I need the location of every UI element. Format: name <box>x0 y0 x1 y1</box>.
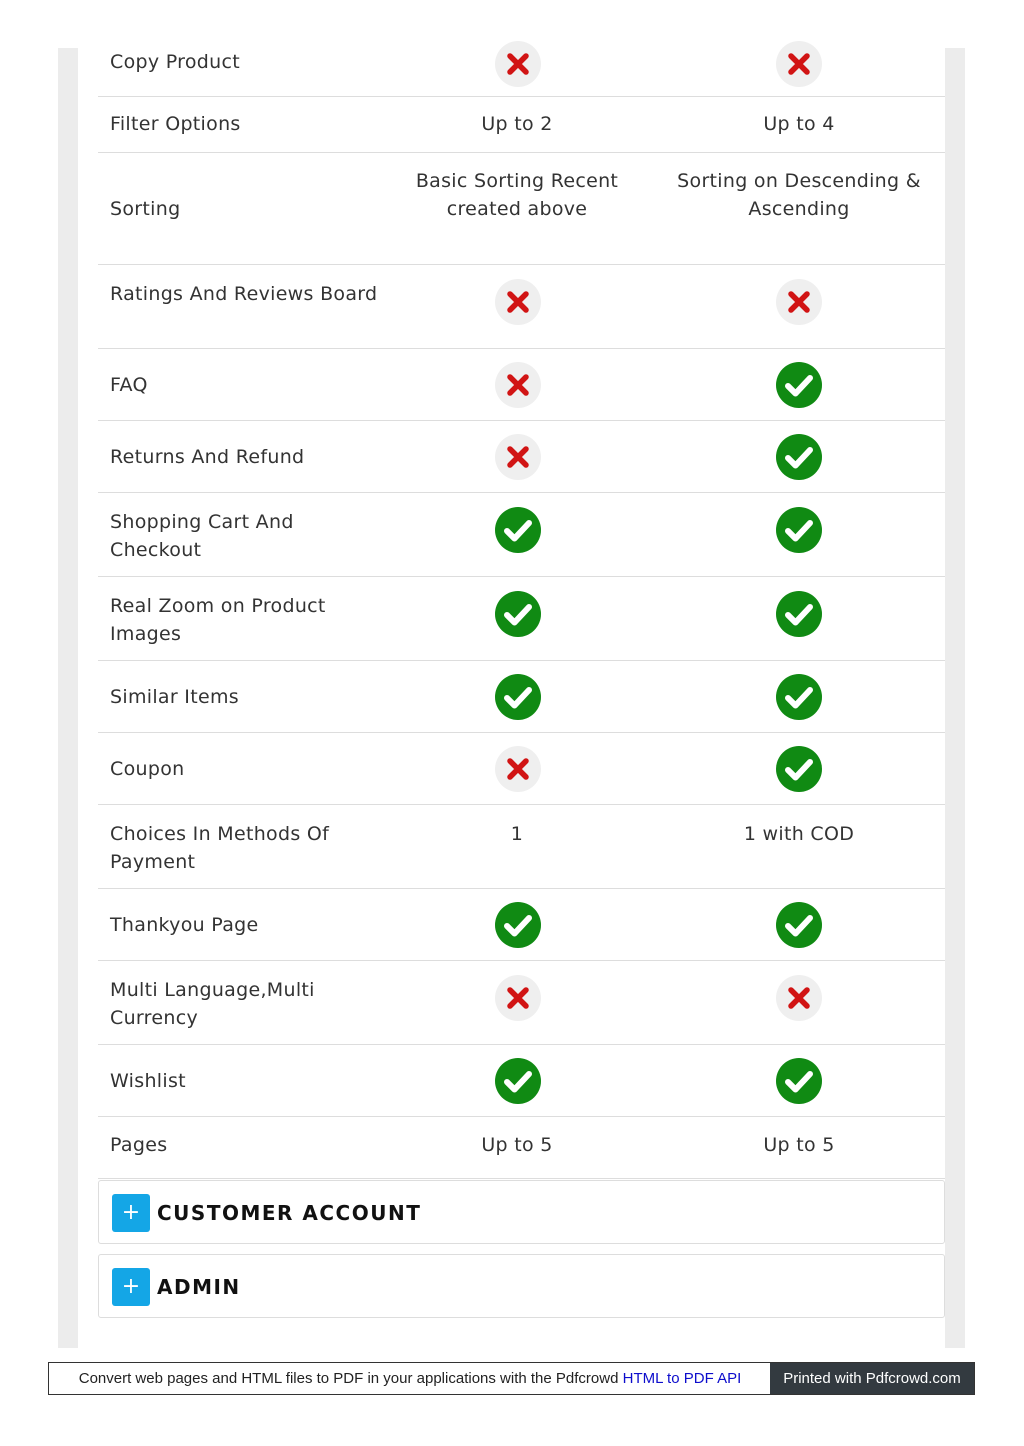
cross-icon <box>776 279 822 325</box>
cross-icon <box>776 41 822 87</box>
cross-icon <box>495 279 541 325</box>
plan-advanced-value: Up to 5 <box>763 1134 835 1156</box>
check-icon <box>776 902 822 948</box>
table-row <box>98 97 945 153</box>
table-row <box>98 805 945 889</box>
expand-plus-icon[interactable]: + <box>112 1194 150 1232</box>
check-icon <box>495 591 541 637</box>
feature-label: Thankyou Page <box>110 914 259 936</box>
feature-label: FAQ <box>110 374 148 396</box>
feature-label: Pages <box>110 1134 168 1156</box>
feature-label: Choices In Methods Of Payment <box>110 823 330 873</box>
admin-accordion[interactable] <box>98 1254 945 1318</box>
footer-text: Convert web pages and HTML files to PDF in your applications with the Pdfcrowd <box>78 1370 619 1387</box>
feature-label: Copy Product <box>110 51 240 73</box>
feature-label: Filter Options <box>110 113 241 135</box>
cross-icon <box>495 434 541 480</box>
feature-label: Sorting <box>110 198 181 220</box>
comparison-table <box>98 48 945 1179</box>
cross-icon <box>495 746 541 792</box>
expand-plus-icon[interactable]: + <box>112 1268 150 1306</box>
plan-basic-value: Up to 5 <box>481 1134 553 1156</box>
feature-label: Similar Items <box>110 686 239 708</box>
table-row <box>98 265 945 349</box>
accordion-title: CUSTOMER ACCOUNT <box>157 1201 422 1225</box>
accordion-title: ADMIN <box>157 1275 241 1299</box>
table-row <box>98 733 945 805</box>
feature-label: Coupon <box>110 758 185 780</box>
table-row <box>98 889 945 961</box>
feature-label: Returns And Refund <box>110 446 305 468</box>
feature-label: Wishlist <box>110 1070 186 1092</box>
check-icon <box>776 674 822 720</box>
cross-icon <box>495 362 541 408</box>
check-icon <box>495 674 541 720</box>
plan-basic-value: Basic Sorting Recent created above <box>415 170 619 220</box>
cross-icon <box>495 975 541 1021</box>
table-row <box>98 577 945 661</box>
plan-advanced-value: Up to 4 <box>763 113 835 135</box>
plan-basic-value: Up to 2 <box>481 113 553 135</box>
table-row <box>98 48 945 97</box>
customer-account-accordion[interactable] <box>98 1180 945 1244</box>
table-row <box>98 349 945 421</box>
table-row <box>98 421 945 493</box>
check-icon <box>776 591 822 637</box>
check-icon <box>776 1058 822 1104</box>
check-icon <box>495 1058 541 1104</box>
plan-advanced-value: 1 with COD <box>743 823 855 845</box>
check-icon <box>495 507 541 553</box>
feature-label: Real Zoom on Product Images <box>110 595 326 645</box>
plan-advanced-value: Sorting on Descending & Ascending <box>677 170 921 220</box>
feature-label: Ratings And Reviews Board <box>110 283 378 305</box>
table-row <box>98 153 945 265</box>
check-icon <box>776 746 822 792</box>
table-row <box>98 1117 945 1179</box>
table-row <box>98 661 945 733</box>
check-icon <box>776 362 822 408</box>
cross-icon <box>495 41 541 87</box>
check-icon <box>495 902 541 948</box>
plan-basic-value: 1 <box>510 823 524 845</box>
html-to-pdf-api-link[interactable]: HTML to PDF API <box>622 1370 742 1387</box>
check-icon <box>776 507 822 553</box>
feature-label: Multi Language,Multi Currency <box>110 979 315 1029</box>
footer-message <box>49 1363 771 1394</box>
table-row <box>98 493 945 577</box>
table-row <box>98 961 945 1045</box>
printed-with-badge: Printed with Pdfcrowd.com <box>770 1363 974 1394</box>
pdfcrowd-footer <box>48 1362 975 1395</box>
check-icon <box>776 434 822 480</box>
feature-label: Shopping Cart And Checkout <box>110 511 294 561</box>
table-row <box>98 1045 945 1117</box>
cross-icon <box>776 975 822 1021</box>
